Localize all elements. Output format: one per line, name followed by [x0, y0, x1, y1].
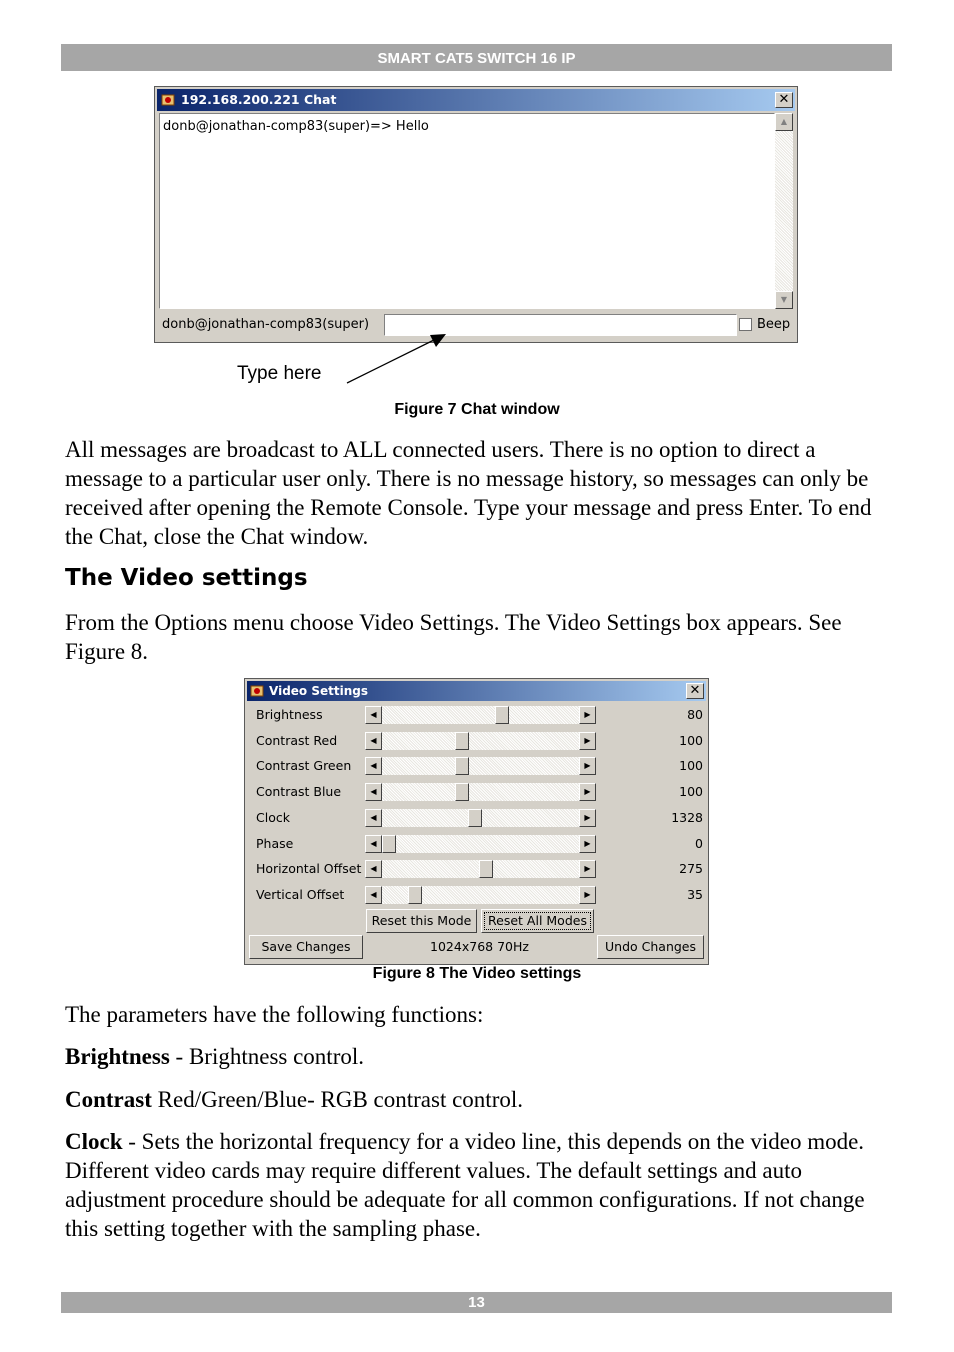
slider-thumb[interactable]: [455, 732, 469, 750]
slider-left-arrow-icon[interactable]: ◀: [365, 860, 382, 878]
slider-left-arrow-icon[interactable]: ◀: [365, 809, 382, 827]
reset-all-modes-button[interactable]: Reset All Modes: [481, 909, 594, 933]
chat-log: [159, 113, 775, 309]
close-icon: ✕: [689, 683, 701, 698]
type-here-annotation: Type here: [237, 363, 322, 384]
paragraph-clock: [65, 1127, 895, 1243]
slider-value: 100: [679, 758, 703, 774]
chat-title: 192.168.200.221 Chat: [181, 92, 337, 107]
video-settings-title: Video Settings: [269, 684, 368, 698]
undo-changes-button[interactable]: Undo Changes: [597, 935, 704, 959]
slider-right-arrow-icon[interactable]: ▶: [579, 783, 596, 801]
java-app-icon: [250, 683, 266, 699]
slider-value: 275: [679, 861, 703, 877]
chat-user-label: donb@jonathan-comp83(super): [162, 317, 370, 332]
scroll-down-icon[interactable]: ▼: [775, 291, 793, 309]
slider-left-arrow-icon[interactable]: ◀: [365, 706, 382, 724]
chat-window: [154, 86, 798, 343]
slider-left-arrow-icon[interactable]: ◀: [365, 886, 382, 904]
close-button[interactable]: [686, 683, 704, 699]
chat-message: donb@jonathan-comp83(super)=> Hello: [163, 119, 429, 134]
slider-right-arrow-icon[interactable]: ▶: [579, 860, 596, 878]
slider-track[interactable]: [365, 757, 596, 775]
video-settings-window: [244, 678, 709, 965]
scroll-up-icon[interactable]: ▲: [775, 113, 793, 131]
paragraph-brightness: [65, 1042, 895, 1071]
slider-label: Phase: [256, 835, 294, 851]
save-changes-button[interactable]: Save Changes: [249, 935, 363, 959]
slider-value: 80: [687, 707, 703, 722]
slider-row: [245, 856, 708, 882]
slider-right-arrow-icon[interactable]: ▶: [579, 886, 596, 904]
slider-left-arrow-icon[interactable]: ◀: [365, 732, 382, 750]
slider-right-arrow-icon[interactable]: ▶: [579, 835, 596, 853]
slider-label: Contrast Green: [256, 758, 352, 774]
slider-label: Brightness: [256, 707, 323, 722]
reset-mode-button[interactable]: Reset this Mode: [366, 909, 477, 933]
slider-right-arrow-icon[interactable]: ▶: [579, 809, 596, 827]
slider-value: 100: [679, 732, 703, 748]
close-icon: ✕: [778, 92, 790, 107]
video-settings-titlebar: [247, 681, 706, 701]
chat-scrollbar[interactable]: [775, 113, 793, 309]
clock-term: Clock: [65, 1129, 123, 1154]
slider-thumb[interactable]: [455, 783, 469, 801]
slider-thumb[interactable]: [495, 706, 509, 724]
slider-label: Contrast Red: [256, 732, 338, 748]
slider-left-arrow-icon[interactable]: ◀: [365, 757, 382, 775]
close-button[interactable]: [775, 92, 793, 108]
slider-track[interactable]: [365, 809, 596, 827]
slider-row: [245, 831, 708, 857]
slider-track[interactable]: [365, 835, 596, 853]
page-number: 13: [61, 1292, 892, 1313]
slider-row: [245, 702, 708, 728]
slider-value: 1328: [671, 809, 703, 825]
slider-track[interactable]: [365, 732, 596, 750]
slider-left-arrow-icon[interactable]: ◀: [365, 783, 382, 801]
slider-right-arrow-icon[interactable]: ▶: [579, 757, 596, 775]
slider-track[interactable]: [365, 860, 596, 878]
beep-checkbox[interactable]: [739, 318, 752, 331]
slider-value: 100: [679, 784, 703, 800]
slider-row: [245, 779, 708, 805]
contrast-term: Contrast: [65, 1087, 152, 1112]
slider-value: 0: [695, 835, 703, 851]
paragraph-chat: All messages are broadcast to ALL connected users. There is no option to direct a message to a particular user only. There is no message history, so messages can only be received after opening the Remote Console. Type your message and press Enter. To end the Chat, close the Chat window.: [65, 437, 872, 549]
section-heading: The Video settings: [65, 565, 308, 591]
slider-row: [245, 805, 708, 831]
annotation-arrow: [330, 325, 460, 390]
slider-left-arrow-icon[interactable]: ◀: [365, 835, 382, 853]
clock-desc: - Sets the horizontal frequency for a video line, this depends on the video mode. Different video cards may require different values. The default settings and auto adjustment procedure should be adequate for all common configurations. If not change this setting together with the sampling phase.: [65, 1129, 865, 1241]
slider-thumb[interactable]: [479, 860, 493, 878]
slider-label: Clock: [256, 809, 290, 825]
slider-thumb[interactable]: [455, 757, 469, 775]
slider-row: [245, 728, 708, 754]
paragraph-contrast: [65, 1085, 895, 1114]
slider-right-arrow-icon[interactable]: ▶: [579, 732, 596, 750]
paragraph-parameters: The parameters have the following functions:: [65, 1002, 484, 1027]
video-mode-label: 1024x768 70Hz: [430, 939, 529, 954]
slider-label: Horizontal Offset: [256, 861, 362, 877]
page-header: SMART CAT5 SWITCH 16 IP: [61, 44, 892, 71]
figure7-caption: Figure 7 Chat window: [394, 401, 560, 418]
slider-thumb[interactable]: [382, 835, 396, 853]
figure8-caption: Figure 8 The Video settings: [372, 965, 582, 982]
slider-track[interactable]: [365, 886, 596, 904]
contrast-desc: Red/Green/Blue- RGB contrast control.: [151, 1087, 524, 1112]
slider-row: [245, 753, 708, 779]
slider-track[interactable]: [365, 783, 596, 801]
slider-value: 35: [687, 886, 703, 902]
chat-titlebar: [157, 89, 795, 111]
brightness-desc: - Brightness control.: [169, 1044, 364, 1069]
slider-thumb[interactable]: [408, 886, 422, 904]
slider-track[interactable]: [365, 706, 596, 724]
brightness-term: Brightness: [65, 1044, 170, 1069]
slider-thumb[interactable]: [468, 809, 482, 827]
slider-row: [245, 882, 708, 908]
slider-label: Contrast Blue: [256, 784, 342, 800]
slider-right-arrow-icon[interactable]: ▶: [579, 706, 596, 724]
java-app-icon: [161, 92, 177, 108]
beep-label: Beep: [757, 317, 791, 332]
slider-label: Vertical Offset: [256, 886, 345, 902]
paragraph-options: From the Options menu choose Video Settings. The Video Settings box appears. See Figure 8.: [65, 610, 842, 664]
